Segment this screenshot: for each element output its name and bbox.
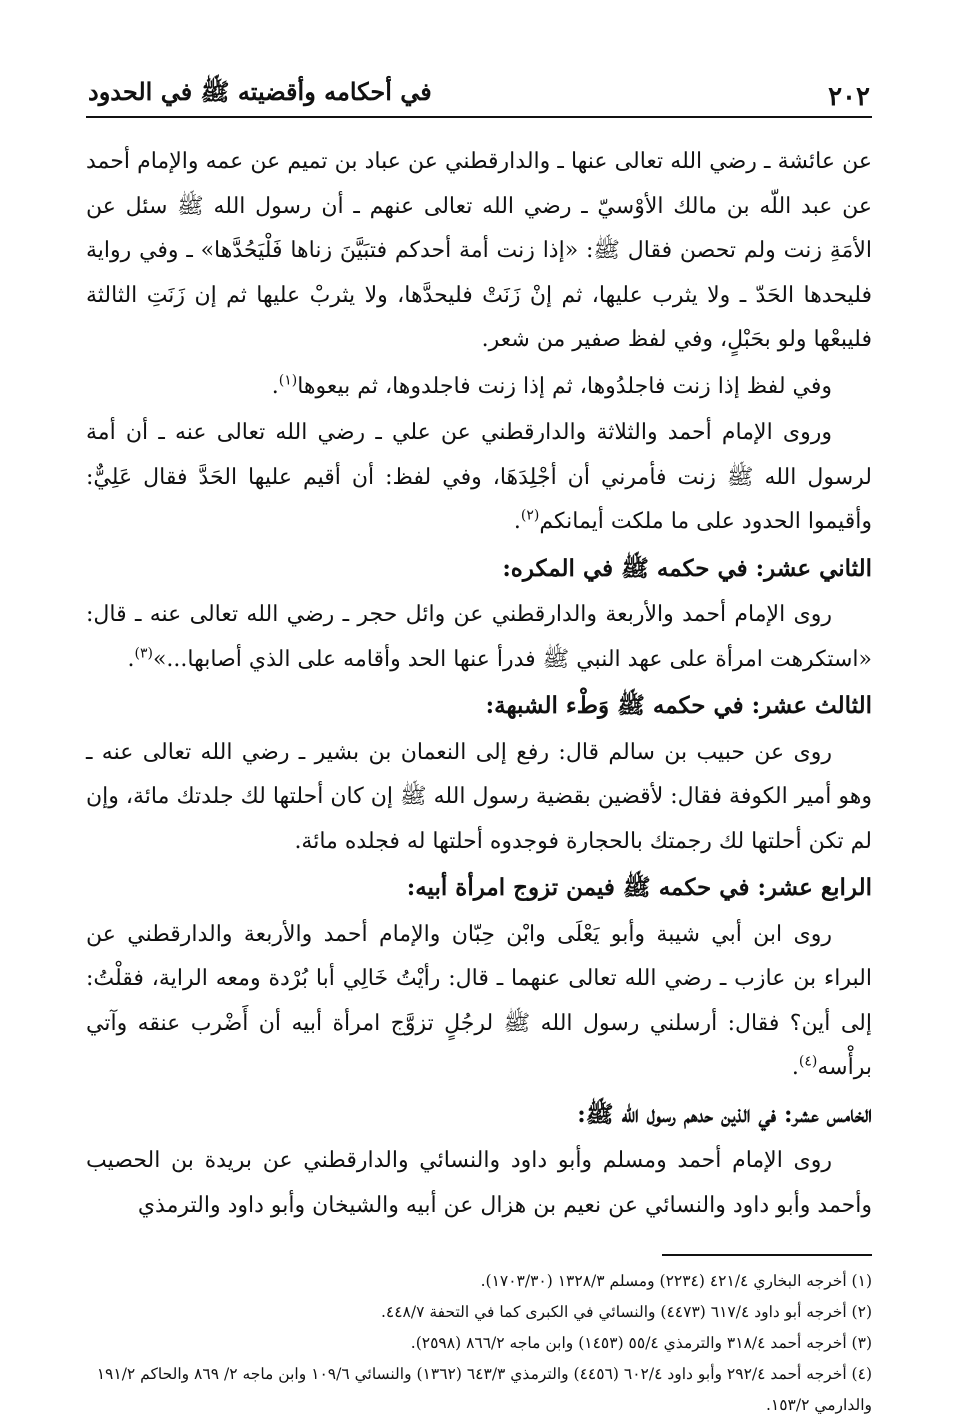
paragraph bbox=[86, 140, 872, 363]
section-heading: الخامس عشر: في الذين حدهم رسول الله ﷺ: bbox=[577, 1100, 872, 1128]
footnote-ref: (٣) bbox=[134, 645, 153, 662]
footnotes bbox=[86, 1266, 872, 1421]
paragraph-text: عن عائشة ـ رضي الله تعالى عنها ـ والدارقطني عن عباد بن تميم عن عمه والإمام أحمد عن عبد اللّه بن مالك الأوْسيّ ـ رضي الله تعالى عنهم ـ أن رسول الله ﷺ سئل عن الأمَةِ زنت ولم تحصن فقال ﷺ: «إذا زنت أمة أحدكم فتبَيَّنَ زناها فَلْيَحُدَّها» ـ وفي رواية فليحدها الحَدّ ـ ولا يثرب عليها، ثم إنْ زَنَتْ فليحدَّها، ولا يثربْ عليها ثم إن زَنَتِ الثالثة فليبعْها ولو بحَبْلٍ، وفي لفظ صفير من شعر. bbox=[86, 149, 872, 352]
footnote-ref: (٤) bbox=[798, 1053, 818, 1070]
paragraph-text: وفي لفظ إذا زنت فاجلدُوها، ثم إذا زنت فاجلدوها، ثم بيعوها bbox=[297, 373, 832, 399]
footnote-ref: (٢) bbox=[520, 507, 540, 524]
section-heading: الثاني عشر: في حكمه ﷺ في المكره: bbox=[502, 554, 872, 582]
paragraph-tail: . bbox=[513, 509, 521, 534]
footnote: (٣) أخرجه أحمد ٣١٨/٤ والترمذي ٥٥/٤ (١٤٥٣) وابن ماجه ٨٦٦/٢ (٢٥٩٨). bbox=[410, 1334, 872, 1352]
body-text bbox=[86, 140, 872, 1228]
running-header bbox=[86, 70, 872, 118]
paragraph-text: روى الإمام أحمد والأربعة والدارقطني عن وائل حجر ـ رضي الله تعالى عنه ـ قال: «استكرهت امرأة على عهد النبي ﷺ فدرأ عنها الحد وأقامه على الذي أصابها...» bbox=[86, 602, 872, 672]
page-number: ٢٠٢ bbox=[828, 82, 870, 112]
footnote-divider bbox=[662, 1254, 872, 1256]
footnote: (١) أخرجه البخاري ٤٢١/٤ (٢٢٣٤) ومسلم ١٣٢٨/٣ (١٧٠٣/٣٠). bbox=[480, 1272, 872, 1290]
paragraph bbox=[86, 365, 872, 410]
paragraph-text: وروى الإمام أحمد والثلاثة والدارقطني عن علي ـ رضي الله تعالى عنه ـ أن أمة لرسول الله ﷺ زنت فأمرني أن أجْلِدَهَا، وفي لفظ: أن أقيم عليها الحَدَّ فقال عَلِيٌّ: وأقيموا الحدود على ما ملكت أيمانكم bbox=[86, 420, 872, 534]
running-title: في أحكامه وأقضيته ﷺ في الحدود bbox=[88, 77, 432, 106]
footnote: (٢) أخرجه أبو داود ٦١٧/٤ (٤٤٧٣) والنسائي في الكبرى كما في التحفة ٤٤٨/٧. bbox=[380, 1303, 872, 1321]
book-page bbox=[86, 70, 872, 1414]
paragraph-text: روى عن حبيب بن سالم قال: رفع إلى النعمان بن بشير ـ رضي الله تعالى عنه ـ وهو أمير الكوفة فقال: لأقضين بقضية رسول الله ﷺ إن كان أحلتها لك جلدتك مائة، وإن لم تكن أحلتها لك رجمتك بالحجارة فوجدوه أحلتها له فجلده مائة. bbox=[86, 739, 872, 854]
paragraph bbox=[86, 593, 872, 682]
section-heading: الثالث عشر: في حكمه ﷺ وَطْء الشبهة: bbox=[485, 692, 872, 719]
paragraph bbox=[86, 731, 872, 865]
paragraph bbox=[86, 411, 872, 545]
paragraph-tail: . bbox=[791, 1055, 799, 1080]
paragraph-text: روى الإمام أحمد ومسلم وأبو داود والنسائي والدارقطني عن بريدة بن الحصيب وأحمد وأبو داود والنسائي عن نعيم بن هزال عن أبيه والشيخان وأبو داود والترمذي bbox=[86, 1148, 872, 1218]
paragraph bbox=[86, 913, 872, 1091]
paragraph-text: روى ابن أبي شيبة وأبو يَعْلَى وابْن حِبّان والإمام أحمد والأربعة والدارقطني عن البراء بن عازب ـ رضي الله تعالى عنهما ـ قال: رأيْتُ خَالِي أبا بُرْدة ومعه الراية، فقلْتُ: إلى أين؟ فقال: أرسلني رسول الله ﷺ لرجُلٍ تزوَّج امرأة أبيه أن أَضْرب عنقه وآتي برأْسه bbox=[86, 921, 872, 1080]
paragraph-tail: . bbox=[127, 646, 135, 672]
paragraph bbox=[86, 1139, 872, 1228]
footnote: (٤) أخرجه أحمد ٢٩٢/٤ وأبو داود ٦٠٢/٤ (٤٤٥٦) والترمذي ٦٤٣/٣ (١٣٦٢) والنسائي ١٠٩/٦ وابن ماجه ٢/ ٨٦٩ والحاكم ١٩١/٢ والدارمي ١٥٣/٢. bbox=[96, 1365, 872, 1414]
section-heading: الرابع عشر: في حكمه ﷺ فيمن تزوج امرأة أبيه: bbox=[406, 874, 872, 901]
paragraph-tail: . bbox=[271, 373, 279, 399]
footnote-ref: (١) bbox=[278, 372, 298, 389]
